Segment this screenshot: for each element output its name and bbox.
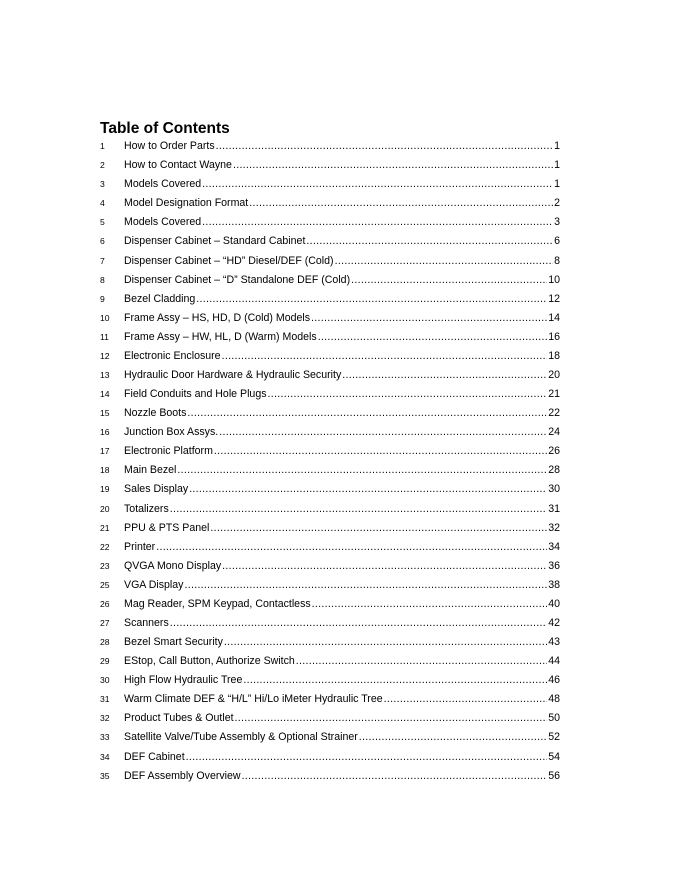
toc-entry-title: Frame Assy – HS, HD, D (Cold) Models <box>124 311 311 324</box>
toc-dot-leader <box>296 652 547 671</box>
toc-entry[interactable] <box>100 328 560 347</box>
toc-entry-page-number: 42 <box>548 616 560 629</box>
toc-entry-page-number: 46 <box>548 674 560 687</box>
toc-entry[interactable] <box>100 576 560 595</box>
toc-entry-number: 9 <box>100 293 105 304</box>
toc-dot-leader <box>242 767 548 786</box>
toc-entry-title: Hydraulic Door Hardware & Hydraulic Security <box>124 368 342 381</box>
toc-dot-leader <box>216 137 553 156</box>
toc-dot-leader <box>202 175 553 194</box>
toc-entry[interactable] <box>100 633 560 652</box>
toc-dot-leader <box>196 290 547 309</box>
toc-dot-leader <box>156 538 547 557</box>
toc-entry-title: Totalizers <box>124 502 169 515</box>
toc-entry[interactable] <box>100 442 560 461</box>
toc-entry-title: Nozzle Boots <box>124 407 187 420</box>
toc-entry-title: Models Covered <box>124 216 202 229</box>
toc-dot-leader <box>384 690 548 709</box>
toc-entry-page-number: 1 <box>554 159 560 172</box>
toc-entry-page-number: 1 <box>554 178 560 191</box>
toc-dot-leader <box>249 194 553 213</box>
toc-entry-page-number: 14 <box>548 311 560 324</box>
toc-entry-page-number: 32 <box>548 521 560 534</box>
toc-entry[interactable] <box>100 480 560 499</box>
toc-entry-number: 29 <box>100 656 110 667</box>
toc-dot-leader <box>210 519 547 538</box>
toc-entry-number: 28 <box>100 637 110 648</box>
toc-entry-title: PPU & PTS Panel <box>124 521 210 534</box>
toc-dot-leader <box>170 500 547 519</box>
toc-entry[interactable] <box>100 595 560 614</box>
toc-entry-title: Dispenser Cabinet – Standard Cabinet <box>124 235 306 248</box>
toc-entry[interactable] <box>100 519 560 538</box>
toc-dot-leader <box>318 328 548 347</box>
toc-entry-page-number: 8 <box>554 254 560 267</box>
toc-entry-number: 11 <box>100 331 109 342</box>
toc-entry[interactable] <box>100 709 560 728</box>
toc-entry[interactable] <box>100 499 560 518</box>
toc-entry-page-number: 18 <box>548 349 560 362</box>
toc-entry-page-number: 50 <box>548 712 560 725</box>
toc-heading: Table of Contents <box>100 120 230 137</box>
toc-entry-number: 5 <box>100 217 105 228</box>
toc-entry-page-number: 36 <box>548 559 560 572</box>
toc-entry-page-number: 21 <box>548 388 560 401</box>
toc-entry-number: 17 <box>100 446 110 457</box>
toc-dot-leader <box>202 213 553 232</box>
toc-entry-page-number: 43 <box>548 636 560 649</box>
toc-entry-title: Dispenser Cabinet – “HD” Diesel/DEF (Cold) <box>124 254 334 267</box>
toc-dot-leader <box>233 156 553 175</box>
toc-entry-number: 16 <box>100 427 110 438</box>
toc-entry[interactable] <box>100 690 560 709</box>
toc-entry[interactable] <box>100 137 560 156</box>
toc-entry[interactable] <box>100 251 560 270</box>
toc-entry-number: 26 <box>100 598 110 609</box>
toc-entry-number: 14 <box>100 389 110 400</box>
toc-dot-leader <box>351 271 547 290</box>
toc-entry-title: High Flow Hydraulic Tree <box>124 674 243 687</box>
toc-entry-number: 1 <box>100 141 105 152</box>
toc-dot-leader <box>312 595 548 614</box>
toc-dot-leader <box>177 461 547 480</box>
toc-entry-page-number: 54 <box>548 750 560 763</box>
toc-entry-number: 30 <box>100 675 110 686</box>
toc-entry[interactable] <box>100 557 560 576</box>
toc-dot-leader <box>359 728 547 747</box>
toc-entry[interactable] <box>100 614 560 633</box>
toc-entry[interactable] <box>100 347 560 366</box>
toc-entry-title: DEF Cabinet <box>124 750 185 763</box>
toc-entry-title: EStop, Call Button, Authorize Switch <box>124 655 295 668</box>
toc-entry[interactable] <box>100 404 560 423</box>
toc-entry-number: 2 <box>100 160 105 171</box>
toc-entry-title: Main Bezel <box>124 464 177 477</box>
toc-entry[interactable] <box>100 671 560 690</box>
toc-entry[interactable] <box>100 232 560 251</box>
toc-entry-number: 23 <box>100 560 110 571</box>
toc-entry-page-number: 16 <box>548 330 560 343</box>
toc-dot-leader <box>187 404 547 423</box>
toc-entry-page-number: 24 <box>548 426 560 439</box>
toc-entry-page-number: 20 <box>548 368 560 381</box>
toc-entry-title: Mag Reader, SPM Keypad, Contactless <box>124 597 311 610</box>
toc-entry-page-number: 28 <box>548 464 560 477</box>
toc-entry-page-number: 30 <box>548 483 560 496</box>
toc-entry-number: 34 <box>100 751 110 762</box>
toc-dot-leader <box>189 480 547 499</box>
toc-entry-title: Electronic Enclosure <box>124 349 221 362</box>
toc-entry[interactable] <box>100 748 560 767</box>
toc-entry-number: 4 <box>100 198 105 209</box>
toc-dot-leader <box>311 309 547 328</box>
toc-dot-leader <box>342 366 547 385</box>
toc-entry-title: Bezel Smart Security <box>124 636 223 649</box>
toc-entry[interactable] <box>100 290 560 309</box>
toc-entry-number: 20 <box>100 503 110 514</box>
toc-entry-title: How to Contact Wayne <box>124 159 232 172</box>
toc-entry-page-number: 3 <box>554 216 560 229</box>
toc-entry-number: 10 <box>100 312 110 323</box>
toc-entry-title: Electronic Platform <box>124 445 213 458</box>
toc-dot-leader <box>222 347 548 366</box>
toc-entry-title: Bezel Cladding <box>124 292 196 305</box>
toc-entry[interactable] <box>100 156 560 175</box>
toc-entry-number: 25 <box>100 579 110 590</box>
toc-dot-leader <box>243 671 547 690</box>
toc-entry-number: 7 <box>100 255 105 266</box>
toc-dot-leader <box>184 576 547 595</box>
toc-entry-number: 27 <box>100 617 110 628</box>
toc-dot-leader <box>268 385 548 404</box>
toc-entry-title: Frame Assy – HW, HL, D (Warm) Models <box>124 330 317 343</box>
toc-entry-page-number: 31 <box>548 502 560 515</box>
toc-entry[interactable] <box>100 366 560 385</box>
toc-entry-title: Warm Climate DEF & “H/L” Hi/Lo iMeter Hydraulic Tree <box>124 693 383 706</box>
toc-entry-title: Dispenser Cabinet – “D” Standalone DEF (Cold) <box>124 273 351 286</box>
toc-dot-leader <box>186 748 548 767</box>
toc-dot-leader <box>306 232 553 251</box>
toc-entry-title: Product Tubes & Outlet <box>124 712 234 725</box>
toc-entry-number: 3 <box>100 179 105 190</box>
toc-entry[interactable] <box>100 767 560 786</box>
toc-entry-page-number: 34 <box>548 540 560 553</box>
toc-entry-page-number: 40 <box>548 597 560 610</box>
toc-entry-number: 33 <box>100 732 110 743</box>
toc-entry-number: 31 <box>100 694 110 705</box>
toc-entry-number: 18 <box>100 465 110 476</box>
toc-entry-title: Printer <box>124 540 156 553</box>
toc-entry-page-number: 6 <box>554 235 560 248</box>
toc-dot-leader <box>235 709 548 728</box>
toc-list <box>100 137 560 786</box>
toc-entry-title: Satellite Valve/Tube Assembly & Optional Strainer <box>124 731 358 744</box>
toc-entry-number: 19 <box>100 484 110 495</box>
toc-entry-title: Model Designation Format <box>124 197 249 210</box>
toc-entry[interactable] <box>100 309 560 328</box>
toc-dot-leader <box>214 442 547 461</box>
toc-entry-number: 13 <box>100 369 110 380</box>
toc-entry-page-number: 44 <box>548 655 560 668</box>
toc-dot-leader <box>219 423 547 442</box>
toc-entry-title: Sales Display <box>124 483 189 496</box>
toc-entry-title: Scanners <box>124 616 169 629</box>
toc-entry-number: 15 <box>100 408 110 419</box>
toc-entry-title: How to Order Parts <box>124 140 215 153</box>
toc-entry[interactable] <box>100 728 560 747</box>
toc-entry-page-number: 52 <box>548 731 560 744</box>
toc-entry-page-number: 10 <box>548 273 560 286</box>
toc-entry-number: 32 <box>100 713 110 724</box>
toc-dot-leader <box>170 614 547 633</box>
toc-dot-leader <box>224 633 547 652</box>
toc-entry[interactable] <box>100 194 560 213</box>
toc-entry-number: 6 <box>100 236 105 247</box>
toc-entry-title: Junction Box Assys. <box>124 426 219 439</box>
toc-entry-number: 35 <box>100 770 110 781</box>
toc-entry-page-number: 38 <box>548 578 560 591</box>
toc-entry-page-number: 48 <box>548 693 560 706</box>
toc-entry[interactable] <box>100 423 560 442</box>
toc-entry-page-number: 22 <box>548 407 560 420</box>
toc-entry-number: 12 <box>100 350 110 361</box>
toc-entry[interactable] <box>100 538 560 557</box>
toc-entry[interactable] <box>100 175 560 194</box>
toc-entry[interactable] <box>100 652 560 671</box>
toc-entry-number: 22 <box>100 541 110 552</box>
toc-entry-title: Models Covered <box>124 178 202 191</box>
toc-entry-title: Field Conduits and Hole Plugs <box>124 388 267 401</box>
toc-dot-leader <box>222 557 547 576</box>
toc-entry-number: 8 <box>100 274 105 285</box>
toc-entry[interactable] <box>100 213 560 232</box>
toc-entry-title: DEF Assembly Overview <box>124 769 241 782</box>
toc-entry[interactable] <box>100 271 560 290</box>
toc-entry-page-number: 1 <box>554 140 560 153</box>
toc-entry-number: 21 <box>100 522 110 533</box>
toc-dot-leader <box>335 252 554 271</box>
toc-entry-title: QVGA Mono Display <box>124 559 222 572</box>
toc-entry-page-number: 12 <box>548 292 560 305</box>
toc-entry-title: VGA Display <box>124 578 184 591</box>
toc-entry[interactable] <box>100 385 560 404</box>
toc-entry[interactable] <box>100 461 560 480</box>
toc-entry-page-number: 26 <box>548 445 560 458</box>
toc-entry-page-number: 2 <box>554 197 560 210</box>
toc-entry-page-number: 56 <box>548 769 560 782</box>
